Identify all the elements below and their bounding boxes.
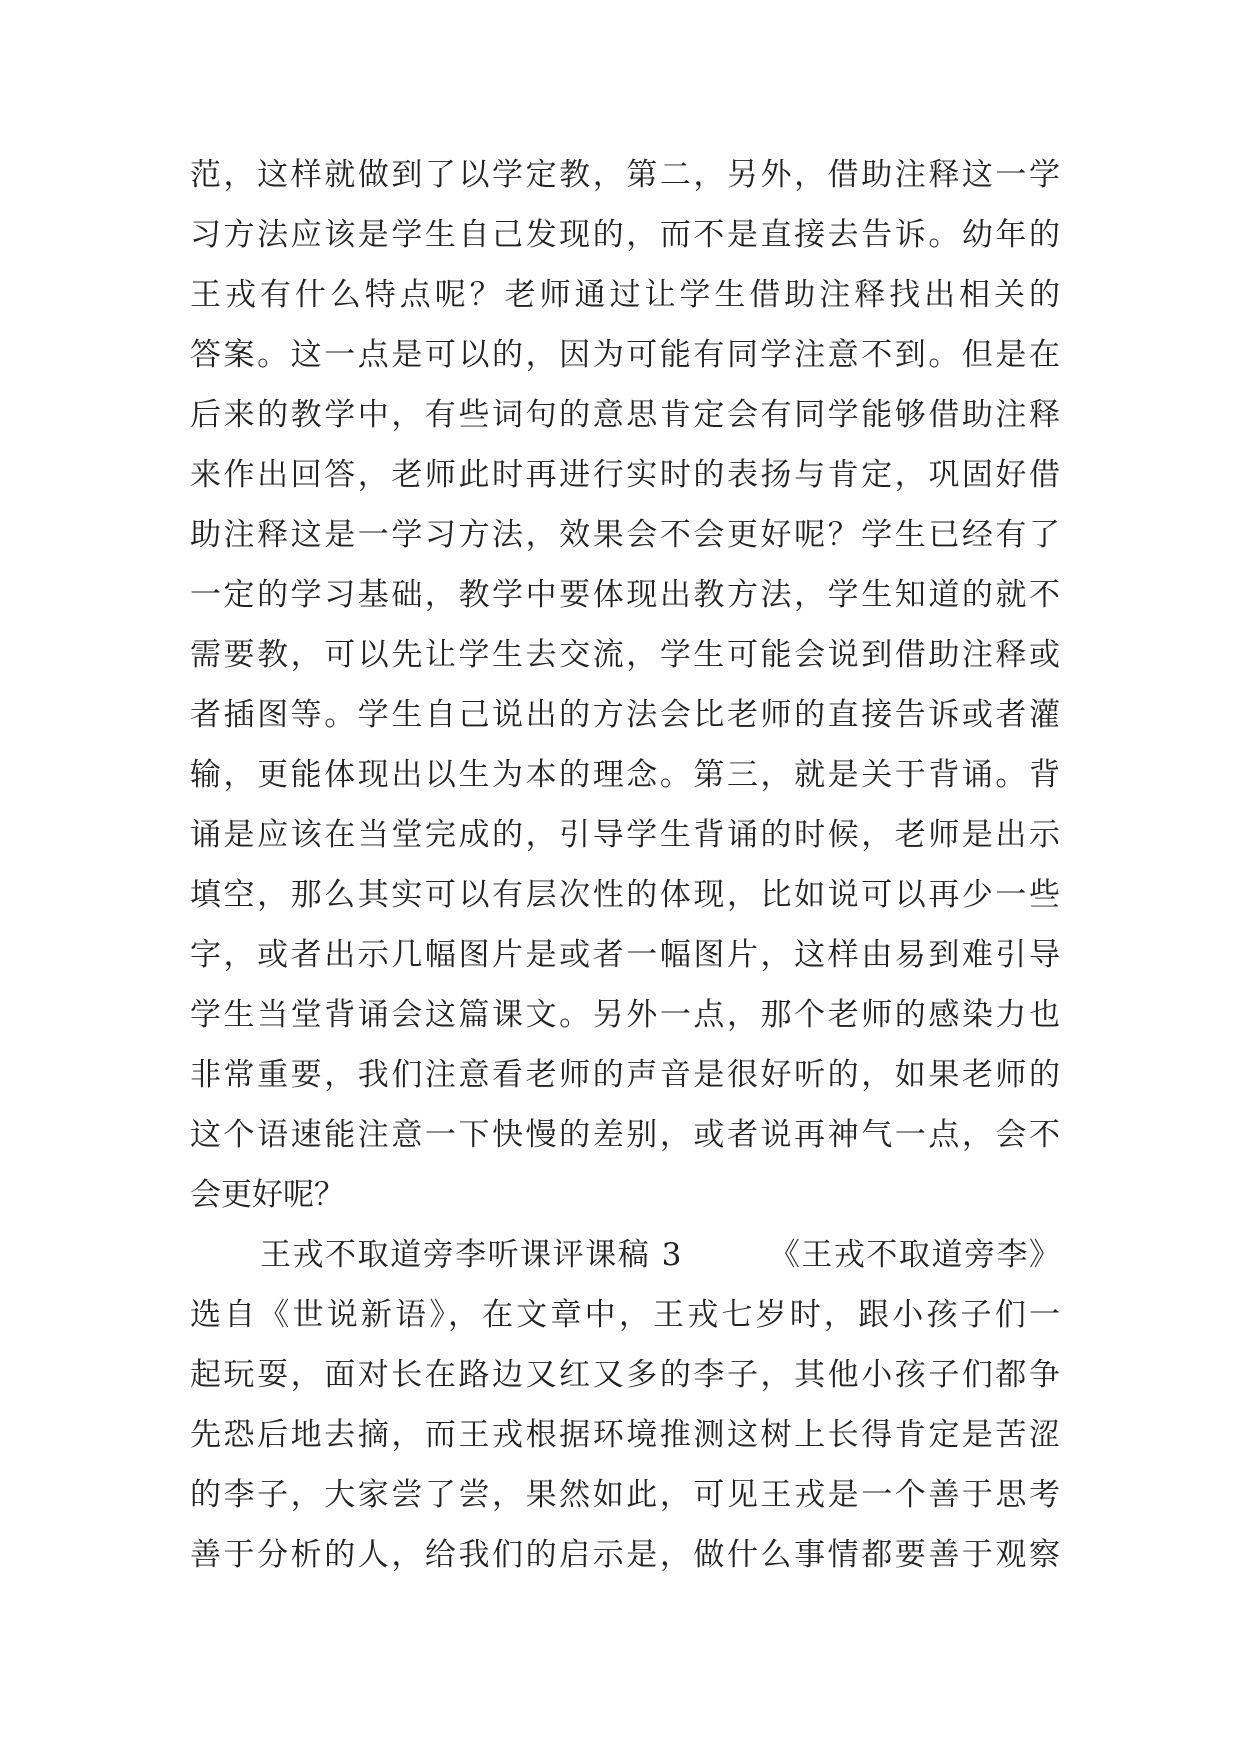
text-line: 输，更能体现出以生为本的理念。第三，就是关于背诵。背: [190, 757, 1060, 793]
text-line: 后来的教学中，有些词句的意思肯定会有同学能够借助注释: [190, 397, 1060, 433]
text-line: 范，这样就做到了以学定教，第二，另外，借助注释这一学: [190, 157, 1060, 193]
text-line: 来作出回答，老师此时再进行实时的表扬与肯定，巩固好借: [190, 457, 1060, 493]
section-heading: 王戎不取道旁李听课评课稿 3: [260, 1237, 682, 1273]
text-line: 的李子，大家尝了尝，果然如此，可见王戎是一个善于思考: [190, 1477, 1060, 1513]
text-line: 一定的学习基础，教学中要体现出教方法，学生知道的就不: [190, 577, 1060, 613]
text-line: 者插图等。学生自己说出的方法会比老师的直接告诉或者灌: [190, 697, 1060, 733]
text-line: 王戎有什么特点呢？老师通过让学生借助注释找出相关的: [190, 277, 1060, 313]
text-line: 需要教，可以先让学生去交流，学生可能会说到借助注释或: [190, 637, 1060, 673]
text-line: 学生当堂背诵会这篇课文。另外一点，那个老师的感染力也: [190, 997, 1060, 1033]
text-line: 选自《世说新语》，在文章中，王戎七岁时，跟小孩子们一: [190, 1297, 1060, 1333]
text-line: 答案。这一点是可以的，因为可能有同学注意不到。但是在: [190, 337, 1060, 373]
paragraph-2: [190, 1225, 1060, 1585]
heading-tail: 《王戎不取道旁李》: [767, 1237, 1060, 1273]
section-heading-line: [190, 1225, 1060, 1285]
text-line: 字，或者出示几幅图片是或者一幅图片，这样由易到难引导: [190, 937, 1060, 973]
text-line: 填空，那么其实可以有层次性的体现，比如说可以再少一些: [190, 877, 1060, 913]
text-line: 习方法应该是学生自己发现的，而不是直接去告诉。幼年的: [190, 217, 1060, 253]
document-body: [190, 145, 1060, 1585]
text-line: 善于分析的人，给我们的启示是，做什么事情都要善于观察: [190, 1537, 1060, 1573]
text-line: 非常重要，我们注意看老师的声音是很好听的，如果老师的: [190, 1057, 1060, 1093]
text-line: 起玩耍，面对长在路边又红又多的李子，其他小孩子们都争: [190, 1357, 1060, 1393]
text-line: 助注释这是一学习方法，效果会不会更好呢？学生已经有了: [190, 517, 1060, 553]
text-line: 这个语速能注意一下快慢的差别，或者说再神气一点，会不: [190, 1117, 1060, 1153]
text-line: 诵是应该在当堂完成的，引导学生背诵的时候，老师是出示: [190, 817, 1060, 853]
text-line: 先恐后地去摘，而王戎根据环境推测这树上长得肯定是苦涩: [190, 1417, 1060, 1453]
paragraph-1: [190, 145, 1060, 1225]
text-line: 会更好呢？: [190, 1177, 345, 1213]
